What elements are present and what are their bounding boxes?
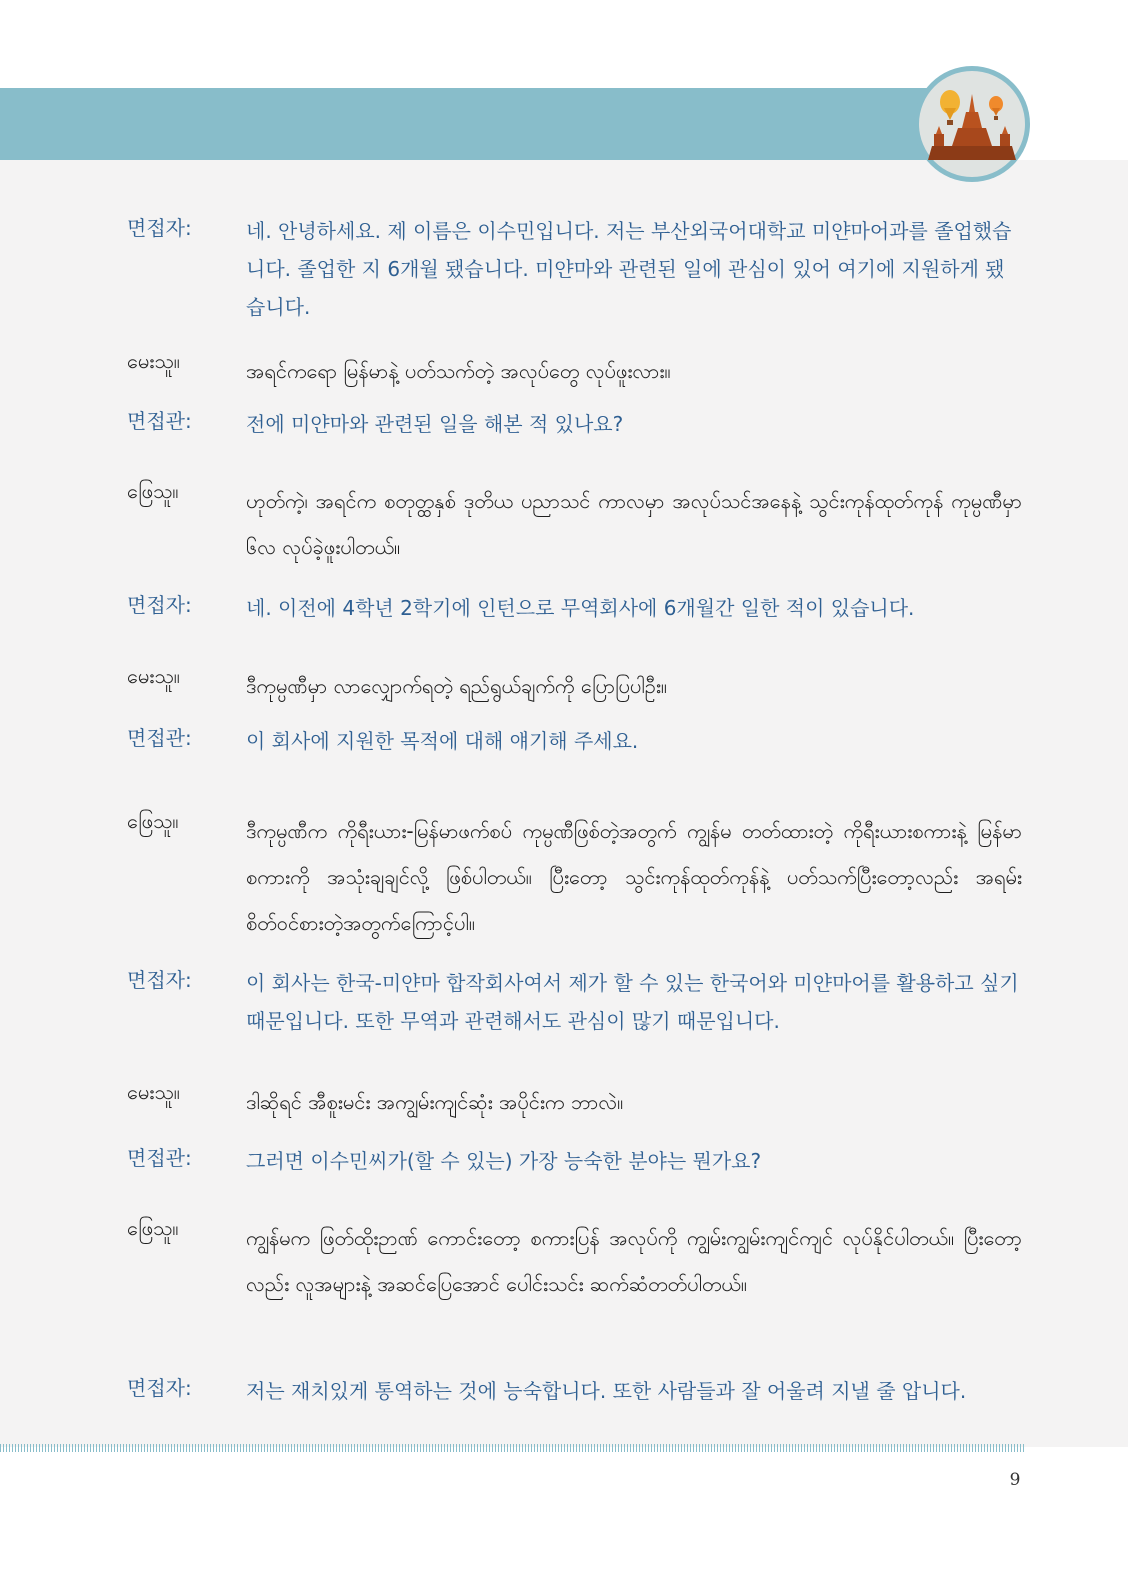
speaker-label: ဖြေသူ။ — [127, 809, 179, 833]
dialogue-text: ကျွန်မက ဖြတ်ထိုးဉာဏ် ကောင်းတော့ စကားပြန် အလုပ်ကို ကျွမ်းကျွမ်းကျင်ကျင် လုပ်နိုင်ပါတယ်။ ပြီးတော့လည်း လူအများနဲ့ အဆင်ပြေအောင် ပေါင်းသင်း ဆက်ဆံတတ်ပါတယ်။ — [246, 1226, 1022, 1296]
speaker-label: 면접자: — [127, 593, 192, 617]
dialogue-text: 이 회사는 한국-미얀마 합작회사여서 제가 할 수 있는 한국어와 미얀마어를 활용하고 싶기 때문입니다. 또한 무역과 관련해서도 관심이 많기 때문입니다. — [246, 971, 1019, 1033]
page-number: 9 — [1009, 1470, 1021, 1490]
speaker-label: 면접관: — [127, 1146, 192, 1170]
speaker-label: မေးသူ။ — [127, 349, 180, 373]
speaker-label: 면접관: — [127, 726, 192, 750]
speaker-label: မေးသူ။ — [127, 664, 180, 688]
footer-divider — [0, 1444, 1026, 1452]
speaker-label: 면접관: — [127, 409, 192, 433]
dialogue-text: 네. 안녕하세요. 제 이름은 이수민입니다. 저는 부산외국어대학교 미얀마어과를 졸업했습니다. 졸업한 지 6개월 됐습니다. 미얀마와 관련된 일에 관심이 있어 여기에 지원하게 됐습니다. — [246, 219, 1012, 319]
dialogue-text: ဒီကုမ္ပဏီက ကိုရီးယား-မြန်မာဖက်စပ် ကုမ္ပဏီဖြစ်တဲ့အတွက် ကျွန်မ တတ်ထားတဲ့ ကိုရီးယားစကားနဲ့ မြန်မာစကားကို အသုံးချချင်လို့ ဖြစ်ပါတယ်။ ပြီးတော့ သွင်းကုန်ထုတ်ကုန်နဲ့ ပတ်သက်ပြီးတော့လည်း အရမ်း စိတ်ဝင်စားတဲ့အတွက်ကြောင့်ပါ။ — [246, 819, 1022, 935]
dialogue-text: 이 회사에 지원한 목적에 대해 얘기해 주세요. — [246, 729, 639, 753]
speaker-label: မေးသူ။ — [127, 1080, 180, 1104]
speaker-label: ဖြေသူ။ — [127, 479, 179, 503]
speaker-label: ဖြေသူ။ — [127, 1216, 179, 1240]
header-band — [0, 88, 940, 160]
speaker-label: 면접자: — [127, 216, 192, 240]
speaker-label: 면접자: — [127, 1376, 192, 1400]
dialogue-text: 네. 이전에 4학년 2학기에 인턴으로 무역회사에 6개월간 일한 적이 있습니다. — [246, 596, 915, 620]
pagoda-balloons-icon — [912, 64, 1032, 184]
dialogue-text: အရင်ကရော မြန်မာနဲ့ ပတ်သက်တဲ့ အလုပ်တွေ လုပ်ဖူးလား။ — [246, 359, 671, 383]
dialogue-text: ဟုတ်ကဲ့၊ အရင်က စတုတ္ထနှစ် ဒုတိယ ပညာသင် ကာလမှာ အလုပ်သင်အနေနဲ့ သွင်းကုန်ထုတ်ကုန် ကုမ္ပဏီမှာ ၆လ လုပ်ခဲ့ဖူးပါတယ်။ — [246, 489, 1022, 559]
dialogue-text: ဒါဆိုရင် အီစူးမင်း အကျွမ်းကျင်ဆုံး အပိုင်းက ဘာလဲ။ — [246, 1090, 624, 1114]
dialogue-text: 전에 미얀마와 관련된 일을 해본 적 있나요? — [246, 412, 624, 436]
speaker-label: 면접자: — [127, 968, 192, 992]
dialogue-text: 저는 재치있게 통역하는 것에 능숙합니다. 또한 사람들과 잘 어울려 지낼 줄 압니다. — [246, 1379, 967, 1403]
dialogue-text: ဒီကုမ္ပဏီမှာ လာလျှောက်ရတဲ့ ရည်ရွယ်ချက်ကို ပြောပြပါဦး။ — [246, 674, 667, 698]
dialogue-text: 그러면 이수민씨가(할 수 있는) 가장 능숙한 분야는 뭔가요? — [246, 1149, 762, 1173]
